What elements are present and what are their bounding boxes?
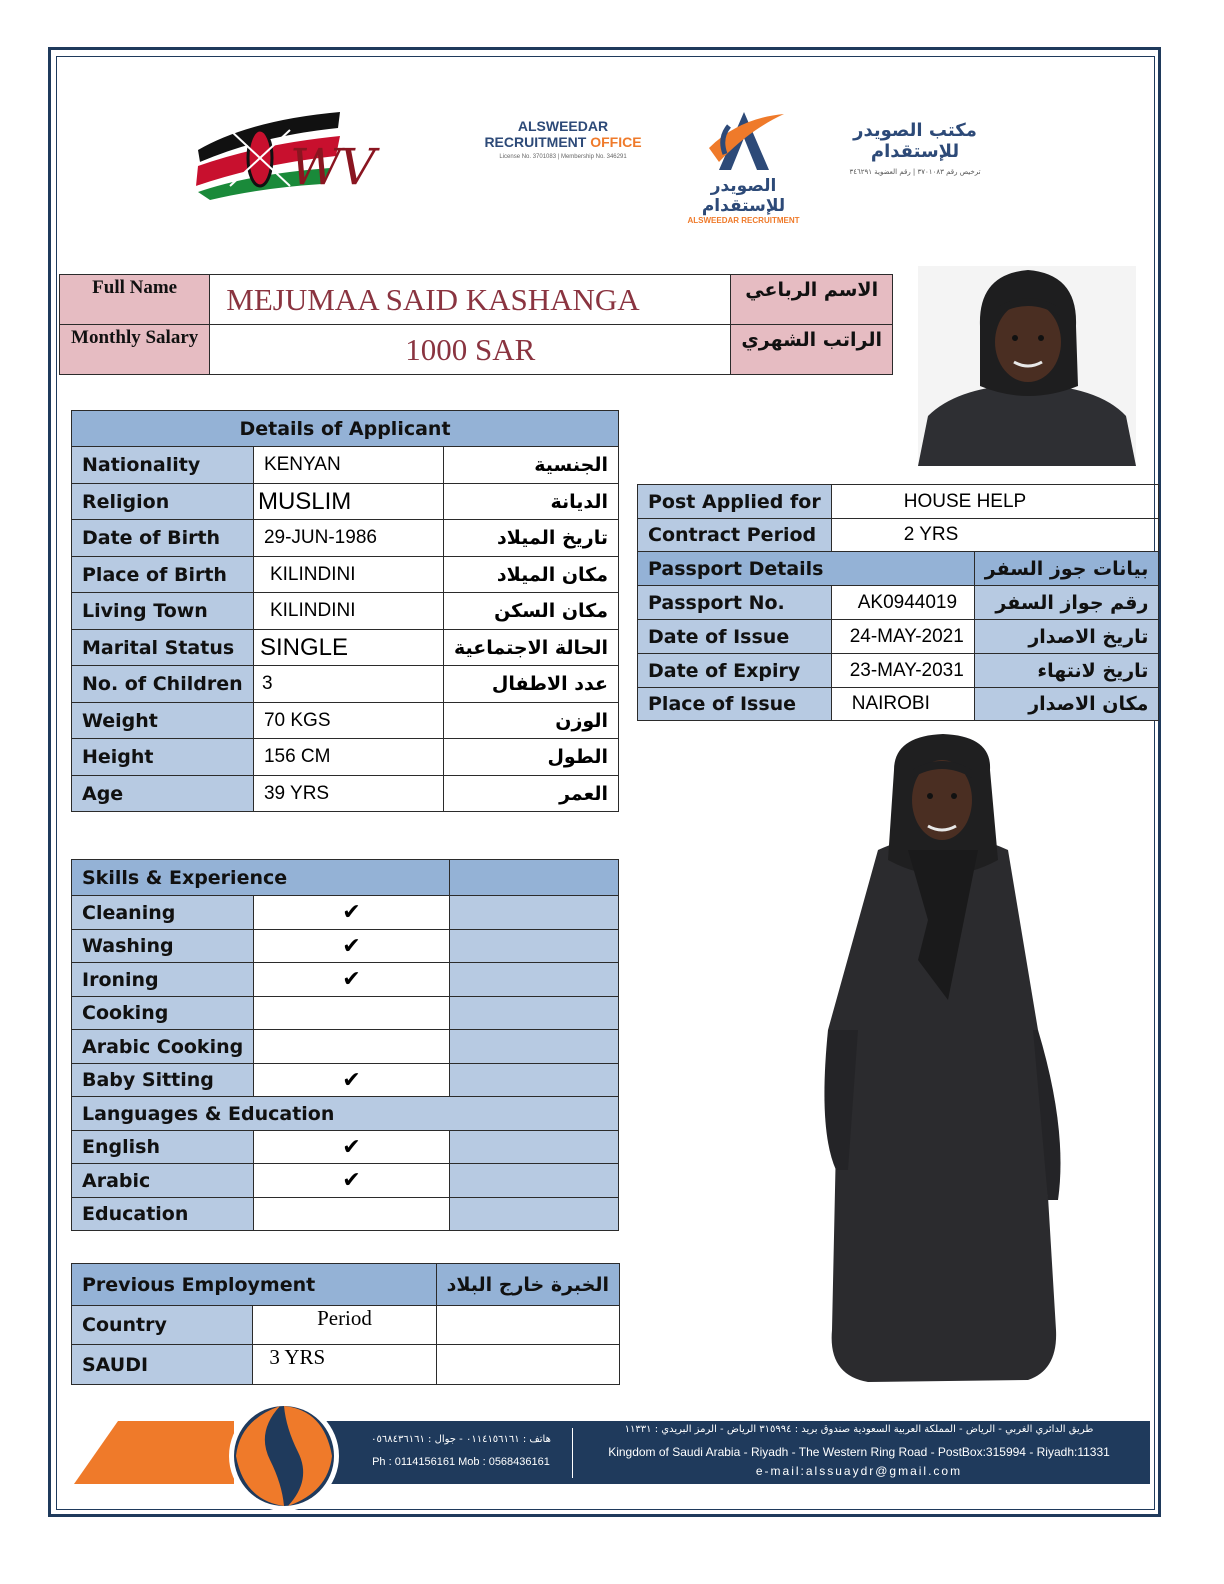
- date-of-issue-label: Date of Issue: [638, 620, 832, 654]
- living-town-arabic: مكان السكن: [443, 593, 618, 630]
- details-row: [72, 520, 619, 557]
- skill-cooking-check: [254, 997, 449, 1030]
- alsweedar-line2: [478, 134, 648, 150]
- details-row: [72, 666, 619, 703]
- footer-divider: [572, 1428, 573, 1478]
- kenya-logo: [190, 100, 405, 210]
- place-of-issue-label: Place of Issue: [638, 688, 832, 721]
- skill-row: [72, 1064, 619, 1097]
- marital-status-arabic: الحالة الاجتماعية: [443, 630, 618, 666]
- skill-row: [72, 997, 619, 1030]
- alsweedar-recruitment: RECRUITMENT: [484, 134, 587, 150]
- details-row: [72, 593, 619, 630]
- monthly-salary-value: 1000 SAR: [210, 325, 731, 375]
- details-row: [72, 703, 619, 739]
- skill-arabic-cooking-label: Arabic Cooking: [72, 1030, 254, 1064]
- details-row: [72, 630, 619, 666]
- footer-logo-circle: [228, 1400, 340, 1512]
- passport-details-header: Passport Details: [638, 552, 975, 586]
- full-name-label: Full Name: [60, 275, 210, 325]
- skill-arabic-cooking-check: [254, 1030, 449, 1064]
- marital-status-label: Marital Status: [72, 630, 254, 666]
- center-logo-en: ALSWEEDAR RECRUITMENT: [687, 216, 800, 225]
- office-ar-title: مكتب الصويدر للإستقدام: [853, 120, 977, 162]
- skill-washing-extra: [449, 930, 618, 963]
- details-row: [72, 447, 619, 484]
- lang-english-check: ✔: [254, 1131, 449, 1164]
- footer-logo-icon: [228, 1400, 340, 1512]
- dob-value: 29-JUN-1986: [253, 520, 443, 557]
- skills-table: [71, 859, 619, 1231]
- skill-cooking-extra: [449, 997, 618, 1030]
- place-of-issue-arabic: مكان الاصدار: [974, 688, 1159, 721]
- skill-cleaning-check: ✔: [254, 896, 449, 930]
- dob-arabic: تاريخ الميلاد: [443, 520, 618, 557]
- weight-value: 70 KGS: [253, 703, 443, 739]
- details-row: [72, 557, 619, 593]
- alsweedar-office: OFFICE: [590, 134, 642, 150]
- date-of-expiry-value: 23-MAY-2031: [831, 654, 974, 688]
- center-logo-arabic: الصويدر للإستقدام: [701, 176, 786, 216]
- passport-no-arabic: رقم جواز السفر: [974, 586, 1159, 620]
- religion-label: Religion: [72, 484, 254, 520]
- languages-education-title: Languages & Education: [72, 1097, 619, 1131]
- footer-address-english: Kingdom of Saudi Arabia - Riyadh - The Western Ring Road - PostBox:315994 - Riyadh:11331: [608, 1445, 1110, 1459]
- language-row: [72, 1131, 619, 1164]
- passport-row: [638, 654, 1159, 688]
- full-name-arabic: الاسم الرباعي: [731, 275, 893, 325]
- weight-arabic: الوزن: [443, 703, 618, 739]
- skill-cooking-label: Cooking: [72, 997, 254, 1030]
- previous-employment-arabic: الخبرة خارج البلاد: [436, 1264, 619, 1306]
- applicant-full-photo: [818, 730, 1068, 1390]
- footer-email[interactable]: e-mail:alssuaydr@gmail.com: [755, 1464, 963, 1478]
- lang-arabic-label: Arabic: [72, 1164, 254, 1198]
- country-label: Country: [72, 1306, 253, 1345]
- kenya-logo-text: WV: [290, 138, 374, 196]
- date-of-expiry-label: Date of Expiry: [638, 654, 832, 688]
- details-row: [72, 739, 619, 776]
- skill-ironing-check: ✔: [254, 963, 449, 997]
- applicant-portrait-photo: [918, 266, 1136, 466]
- alsweedar-center-logo: [676, 108, 811, 225]
- pob-value: KILINDINI: [253, 557, 443, 593]
- alsweedar-a-icon: [689, 108, 799, 174]
- religion-arabic: الديانة: [443, 484, 618, 520]
- nationality-arabic: الجنسية: [443, 447, 618, 484]
- dob-label: Date of Birth: [72, 520, 254, 557]
- employment-table: [71, 1263, 620, 1385]
- children-label: No. of Children: [72, 666, 254, 703]
- skill-arabic-cooking-extra: [449, 1030, 618, 1064]
- name-salary-table: [59, 274, 893, 375]
- language-row: [72, 1198, 619, 1231]
- education-extra: [449, 1198, 618, 1231]
- marital-status-value: SINGLE: [253, 630, 443, 666]
- lang-arabic-check: ✔: [254, 1164, 449, 1198]
- weight-label: Weight: [72, 703, 254, 739]
- skill-baby-sitting-label: Baby Sitting: [72, 1064, 254, 1097]
- religion-value: MUSLIM: [253, 484, 443, 520]
- skill-row: [72, 963, 619, 997]
- passport-row: [638, 586, 1159, 620]
- details-title: Details of Applicant: [72, 411, 619, 447]
- alsweedar-line1: ALSWEEDAR: [517, 118, 609, 134]
- pob-label: Place of Birth: [72, 557, 254, 593]
- passport-row: [638, 620, 1159, 654]
- height-label: Height: [72, 739, 254, 776]
- education-label: Education: [72, 1198, 254, 1231]
- place-of-issue-value: NAIROBI: [831, 688, 974, 721]
- post-passport-table: [637, 484, 1159, 721]
- period-value: 3 YRS: [253, 1345, 436, 1385]
- skills-title-empty: [449, 860, 618, 896]
- children-arabic: عدد الاطفال: [443, 666, 618, 703]
- date-of-issue-arabic: تاريخ الاصدار: [974, 620, 1159, 654]
- living-town-value: KILINDINI: [253, 593, 443, 630]
- skill-baby-sitting-extra: [449, 1064, 618, 1097]
- passport-row: [638, 688, 1159, 721]
- date-of-expiry-arabic: تاريخ لانتهاء: [974, 654, 1159, 688]
- lang-english-extra: [449, 1131, 618, 1164]
- details-table: [71, 410, 619, 812]
- children-value: 3: [253, 666, 443, 703]
- education-check: [254, 1198, 449, 1231]
- nationality-value: KENYAN: [253, 447, 443, 484]
- skill-washing-label: Washing: [72, 930, 254, 963]
- period-extra-header: [436, 1306, 619, 1345]
- skill-ironing-extra: [449, 963, 618, 997]
- office-ar-logo: [820, 120, 1010, 176]
- contract-period-label: Contract Period: [638, 519, 832, 552]
- passport-no-value: AK0944019: [831, 586, 974, 620]
- footer-address-arabic: طريق الدائري الغربي - الرياض - المملكة العربية السعودية صندوق بريد : ٣١٥٩٩٤ الرياض - الرمز البريدي : ١١٣٣١: [624, 1424, 1094, 1435]
- office-ar-sub: ترخيص رقم ٣٧٠١٠٨٣ | رقم العضوية ٣٤٦٢٩١: [849, 168, 981, 176]
- skill-baby-sitting-check: ✔: [254, 1064, 449, 1097]
- footer-phone-arabic: هاتف : ٠١١٤١٥٦١٦١ - جوال : ٠٥٦٨٤٣٦١٦١: [371, 1434, 551, 1445]
- country-value: SAUDI: [72, 1345, 253, 1385]
- language-row: [72, 1164, 619, 1198]
- monthly-salary-arabic: الراتب الشهري: [731, 325, 893, 375]
- nationality-label: Nationality: [72, 447, 254, 484]
- period-extra-value: [436, 1345, 619, 1385]
- skill-row: [72, 896, 619, 930]
- skills-title: Skills & Experience: [72, 860, 450, 896]
- full-name-value: MEJUMAA SAID KASHANGA: [210, 275, 731, 325]
- skill-cleaning-extra: [449, 896, 618, 930]
- age-label: Age: [72, 776, 254, 812]
- passport-no-label: Passport No.: [638, 586, 832, 620]
- alsweedar-en-logo: [478, 118, 648, 178]
- skill-row: [72, 1030, 619, 1064]
- details-row: [72, 776, 619, 812]
- height-arabic: الطول: [443, 739, 618, 776]
- previous-employment-title: Previous Employment: [72, 1264, 437, 1306]
- passport-details-arabic: بيانات جوز السفر: [974, 552, 1159, 586]
- pob-arabic: مكان الميلاد: [443, 557, 618, 593]
- contract-period-value: 2 YRS: [831, 519, 1159, 552]
- age-value: 39 YRS: [253, 776, 443, 812]
- age-arabic: العمر: [443, 776, 618, 812]
- living-town-label: Living Town: [72, 593, 254, 630]
- height-value: 156 CM: [253, 739, 443, 776]
- skill-row: [72, 930, 619, 963]
- monthly-salary-label: Monthly Salary: [60, 325, 210, 375]
- lang-english-label: English: [72, 1131, 254, 1164]
- lang-arabic-extra: [449, 1164, 618, 1198]
- skill-ironing-label: Ironing: [72, 963, 254, 997]
- skill-washing-check: ✔: [254, 930, 449, 963]
- post-applied-value: HOUSE HELP: [831, 485, 1159, 519]
- post-applied-label: Post Applied for: [638, 485, 832, 519]
- details-row: [72, 484, 619, 520]
- footer-bar: [74, 1418, 1150, 1488]
- date-of-issue-value: 24-MAY-2021: [831, 620, 974, 654]
- period-label: Period: [253, 1306, 436, 1345]
- footer-phone-english: Ph : 0114156161 Mob : 0568436161: [372, 1456, 550, 1468]
- skill-cleaning-label: Cleaning: [72, 896, 254, 930]
- alsweedar-license: License No. 3701083 | Membership No. 346291: [499, 154, 627, 160]
